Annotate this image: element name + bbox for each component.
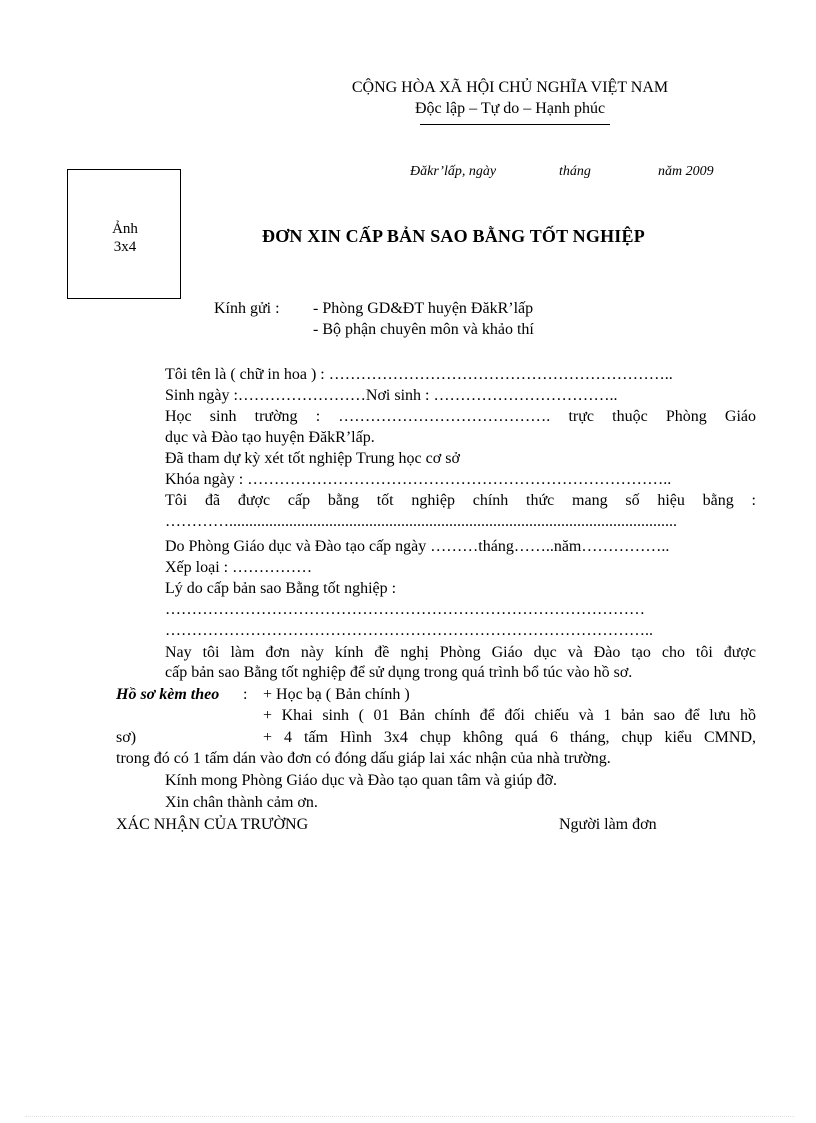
name-line: Tôi tên là ( chữ in hoa ) : ……………………………………………………….. [165, 366, 673, 383]
school-line-2: dục và Đào tạo huyện ĐăkR’lấp. [165, 429, 375, 446]
reason-dots-1: ……………………………………………………………………………… [165, 601, 645, 618]
place-date-year: năm 2009 [658, 164, 714, 179]
attachments-colon: : [243, 686, 248, 703]
course-line: Khóa ngày : …………………………………………………………………….. [165, 471, 672, 488]
attachment-item-1: + Học bạ ( Bản chính ) [263, 686, 410, 703]
recipient-line-2: - Bộ phận chuyên môn và khảo thí [313, 321, 534, 338]
motto-underline [420, 124, 610, 125]
place-date-place: Đăkr’lấp, ngày [410, 164, 497, 179]
closing-line-2: Xin chân thành cảm ơn. [165, 794, 318, 811]
exam-line: Đã tham dự kỳ xét tốt nghiệp Trung học cơ sở [165, 450, 460, 467]
school-line: Học sinh trường : …………………………………. trực thuộc Phòng Giáo [165, 408, 756, 425]
reason-line: Lý do cấp bản sao Bằng tốt nghiệp : [165, 580, 397, 597]
attachments-label: Hồ sơ kèm theo [116, 686, 220, 703]
attachment-item-3: + 4 tấm Hình 3x4 chụp không quá 6 tháng, chụp kiểu CMND, [263, 729, 756, 746]
photo-label-line1: Ảnh [112, 221, 138, 237]
reason-dots-2: ……………………………………………………………………………….. [165, 622, 653, 639]
recipient-line-1: - Phòng GD&ĐT huyện ĐăkR’lấp [313, 300, 534, 317]
recipient-label: Kính gửi : [214, 300, 280, 317]
school-confirmation-label: XÁC NHẬN CỦA TRƯỜNG [116, 816, 309, 833]
issued-line: Do Phòng Giáo dục và Đào tạo cấp ngày ………tháng……..năm…………….. [165, 538, 670, 555]
rank-line: Xếp loại : …………… [165, 559, 313, 576]
form-title: ĐƠN XIN CẤP BẢN SAO BẰNG TỐT NGHIỆP [262, 226, 645, 246]
attachment-item-3-cont: trong đó có 1 tấm dán vào đơn có đóng dấu giáp lai xác nhận của nhà trường. [116, 750, 611, 767]
request-line-2: cấp bản sao Bằng tốt nghiệp để sử dụng trong quá trình bổ túc vào hồ sơ. [165, 664, 633, 681]
closing-line-1: Kính mong Phòng Giáo dục và Đào tạo quan tâm và giúp đỡ. [165, 772, 557, 789]
national-motto: Độc lập – Tự do – Hạnh phúc [414, 100, 606, 117]
applicant-signature-label: Người làm đơn [559, 816, 657, 833]
attachment-item-2-cont: sơ) [116, 729, 137, 746]
national-name: CỘNG HÒA XÃ HỘI CHỦ NGHĨA VIỆT NAM [351, 79, 669, 96]
attachment-item-2: + Khai sinh ( 01 Bản chính để đối chiếu và 1 bản sao để lưu hồ [263, 707, 756, 724]
place-date-month: tháng [559, 164, 591, 179]
photo-box [67, 169, 181, 299]
page-footer-divider [25, 1116, 795, 1117]
request-line-1: Nay tôi làm đơn này kính đề nghị Phòng Giáo dục và Đào tạo cho tôi được [165, 644, 756, 661]
certificate-number-dots: …………................................................................................................................ [165, 513, 677, 530]
certificate-line: Tôi đã được cấp bằng tốt nghiệp chính thức mang số hiệu bằng : [165, 492, 756, 509]
photo-label [68, 220, 182, 256]
photo-label-line2: 3x4 [113, 239, 137, 255]
birth-line: Sinh ngày :……………………Nơi sinh : …………………………….. [165, 387, 618, 404]
